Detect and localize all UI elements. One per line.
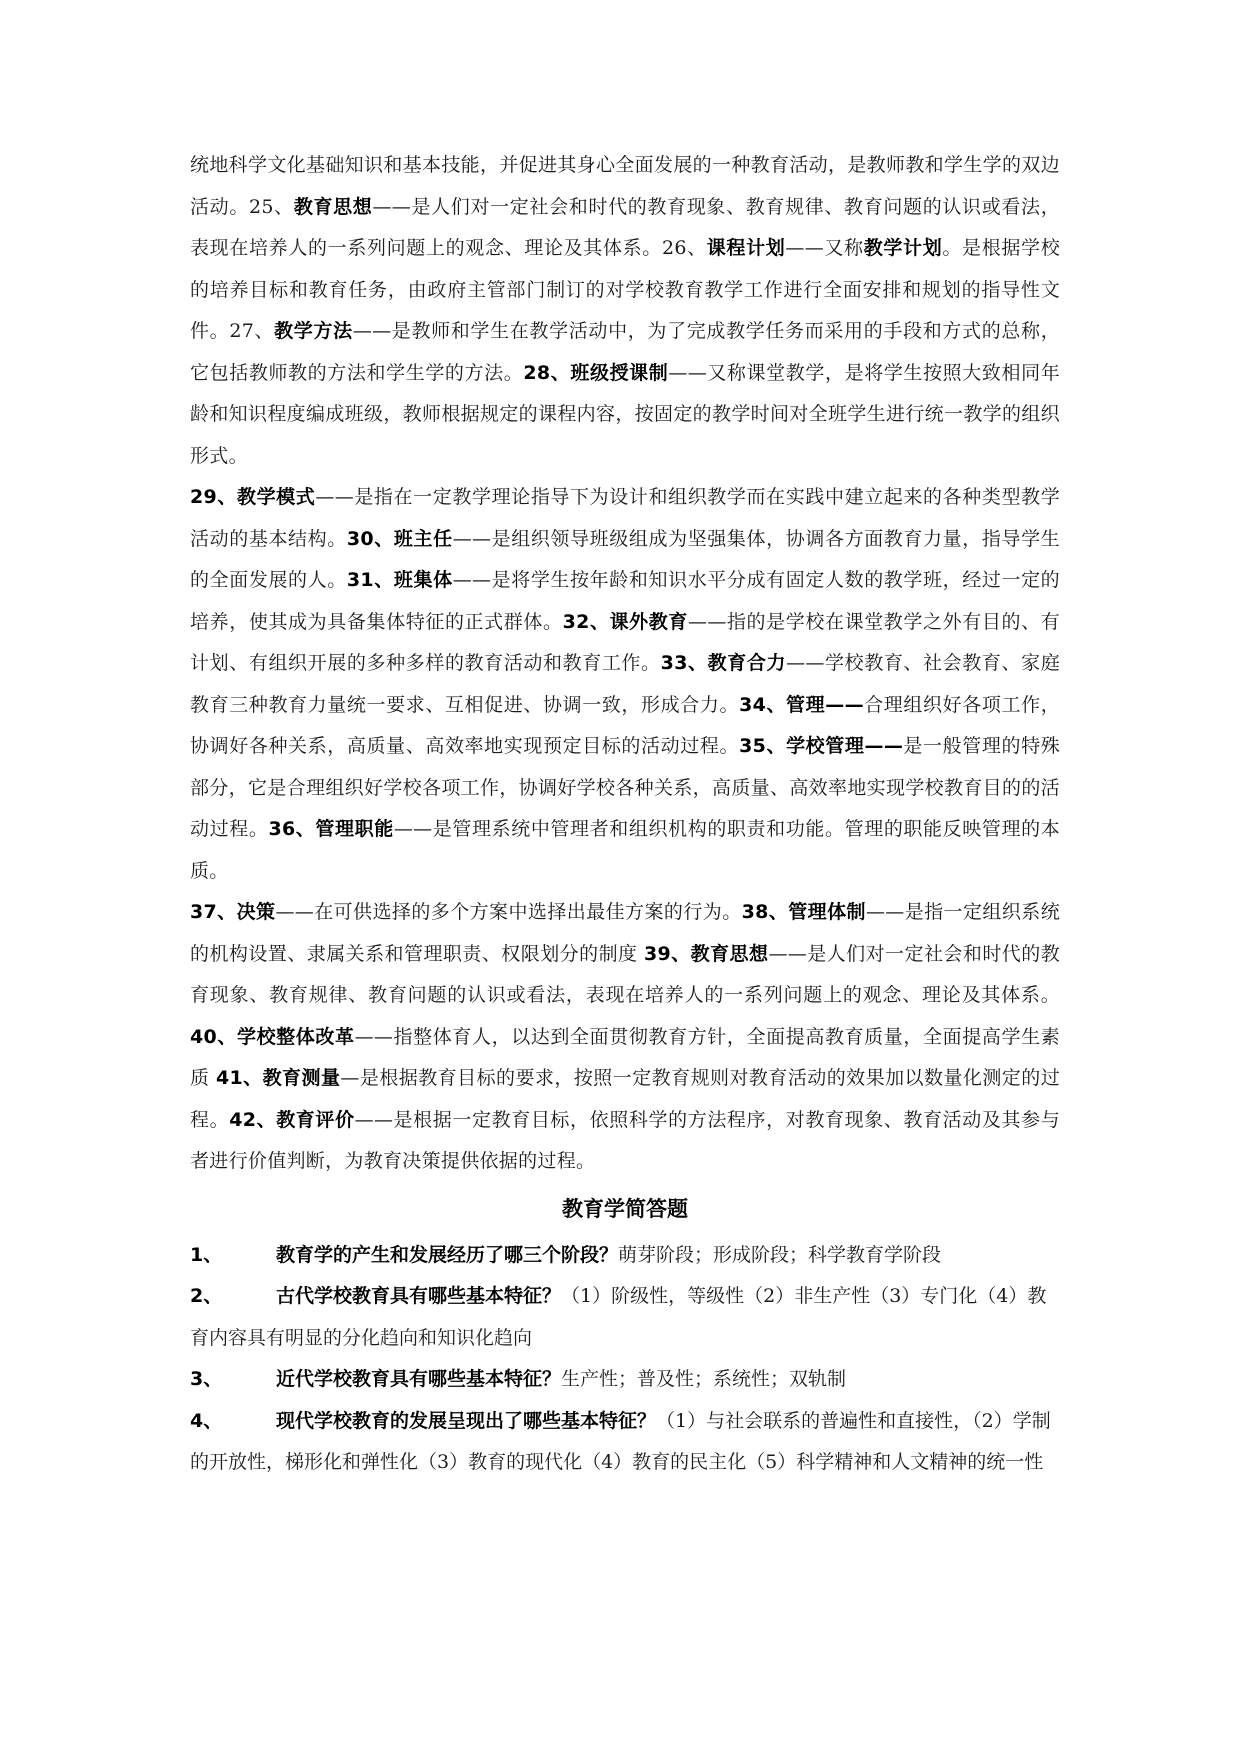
definition-text: 。是根据学校的培养目标和教育任务，由政府主管部门制订的对学校教育教学工作进行全面安排和规划的指导性文件。27、: [190, 237, 1061, 342]
definition-text: ——是组织领导班级组成为坚强集体，协调各方面教育力量，指导学生的全面发展的人。: [190, 527, 1060, 591]
question-number: 4、: [190, 1409, 223, 1432]
question-item: [190, 1401, 1060, 1484]
term: 37、决策: [190, 901, 276, 923]
term: 41、教育测量: [215, 1067, 341, 1089]
definition-text: ——指的是学校在课堂教学之外有目的、有计划、有组织开展的多种多样的教育活动和教育工作。: [190, 610, 1060, 674]
document-page: [190, 145, 1060, 1484]
question-text: 古代学校教育具有哪些基本特征？: [276, 1285, 562, 1307]
answer-text: （1）阶级性，等级性（2）非生产性（3）专门化（4）教育内容具有明显的分化趋向和知识化趋向: [190, 1285, 1047, 1349]
section-title: 教育学简答题: [562, 1196, 688, 1221]
question-item: [190, 1235, 1060, 1277]
term: 33、教育合力: [660, 652, 787, 674]
term: 38、管理体制: [741, 901, 866, 923]
term: 32、课外教育: [562, 610, 689, 633]
definition-text: ——是人们对一定社会和时代的教育现象、教育规律、教育问题的认识或看法，表现在培养人的一系列问题上的观念、理论及其体系。26、: [190, 195, 1061, 259]
term: 教育思想: [293, 195, 373, 218]
answer-text: 萌芽阶段；形成阶段；科学教育学阶段: [618, 1243, 942, 1266]
question-text: 教育学的产生和发展经历了哪三个阶段？: [276, 1243, 619, 1266]
term: 39、教育思想: [643, 942, 769, 965]
question-number: 2、: [190, 1285, 223, 1307]
definition-text: 是一般管理的特殊部分，它是合理组织好学校各项工作，协调好学校各种关系，高质量、高效率地实现学校教育目的的活动过程。: [190, 735, 1061, 840]
definition-text: ——是指一定组织系统的机构设置、隶属关系和管理职责、权限划分的制度: [190, 901, 1060, 965]
term: 28、班级授课制: [523, 361, 669, 384]
term: 教学计划: [863, 237, 943, 259]
question-text: 现代学校教育的发展呈现出了哪些基本特征？: [276, 1409, 657, 1432]
term: 40、学校整体改革: [190, 1025, 355, 1048]
term: 30、班主任: [346, 527, 453, 550]
definition-text: 25、: [249, 195, 294, 218]
term: 教学方法: [274, 320, 353, 342]
term: 36、管理职能: [268, 818, 394, 840]
definition-text: ——是根据一定教育目标，依照科学的方法程序，对教育现象、教育活动及其参与者进行价值判断，为教育决策提供依据的过程。: [190, 1108, 1060, 1172]
definition-paragraph: [190, 477, 1060, 892]
definition-text: ——是人们对一定社会和时代的教育现象、教育规律、教育问题的认识或看法，表现在培养人的一系列问题上的观念、理论及其体系。: [190, 942, 1060, 1006]
term: 29、教学模式: [190, 486, 316, 508]
definition-paragraph: [190, 145, 1060, 477]
question-text: 近代学校教育具有哪些基本特征？: [276, 1368, 562, 1390]
definition-text: —是根据教育目标的要求，按照一定教育规则对教育活动的效果加以数量化测定的过程。: [190, 1067, 1061, 1131]
term: 34、管理——: [739, 693, 864, 716]
definition-text: 合理组织好各项工作，协调好各种关系，高质量、高效率地实现预定目标的活动过程。: [190, 693, 1060, 757]
term: 42、教育评价: [229, 1108, 355, 1131]
term: 31、班集体: [346, 569, 453, 591]
definition-text: ——又称: [785, 237, 864, 259]
definition-text: ——是管理系统中管理者和组织机构的职责和功能。管理的职能反映管理的本质。: [190, 818, 1061, 882]
definitions-block: [190, 145, 1060, 1183]
definition-text: 统地科学文化基础知识和基本技能，并促进其身心全面发展的一种教育活动，是教师教和学生学的双边活动。: [190, 154, 1060, 218]
definition-text: ——是将学生按年龄和知识水平分成有固定人数的教学班，经过一定的培养，使其成为具备集体特征的正式群体。: [190, 569, 1060, 633]
definition-text: ——是指在一定教学理论指导下为设计和组织教学而在实践中建立起来的各种类型教学活动的基本结构。: [190, 486, 1060, 550]
definition-text: ——学校教育、社会教育、家庭教育三种教育力量统一要求、互相促进、协调一致，形成合力。: [190, 652, 1061, 716]
definition-text: ——是教师和学生在教学活动中，为了完成教学任务而采用的手段和方式的总称，它包括教师教的方法和学生学的方法。: [190, 320, 1060, 384]
answer-text: （1）与社会联系的普遍性和直接性，（2）学制的开放性，梯形化和弹性化（3）教育的现代化（4）教育的民主化（5）科学精神和人文精神的统一性: [190, 1409, 1051, 1473]
definition-text: ——指整体育人，以达到全面贯彻教育方针，全面提高教育质量，全面提高学生素质: [190, 1025, 1060, 1089]
definition-text: ——又称课堂教学，是将学生按照大致相同年龄和知识程度编成班级，教师根据规定的课程内容，按固定的教学时间对全班学生进行统一教学的组织形式。: [190, 361, 1060, 467]
question-number: 1、: [190, 1243, 223, 1266]
questions-block: [190, 1235, 1060, 1484]
answer-text: 生产性；普及性；系统性；双轨制: [561, 1368, 847, 1390]
term: 课程计划: [706, 237, 786, 259]
question-item: [190, 1359, 1060, 1401]
question-number: 3、: [190, 1368, 223, 1390]
definition-paragraph: [190, 892, 1060, 1183]
term: 35、学校管理——: [739, 735, 904, 757]
question-item: [190, 1276, 1060, 1359]
definition-text: ——在可供选择的多个方案中选择出最佳方案的行为。: [275, 901, 742, 923]
